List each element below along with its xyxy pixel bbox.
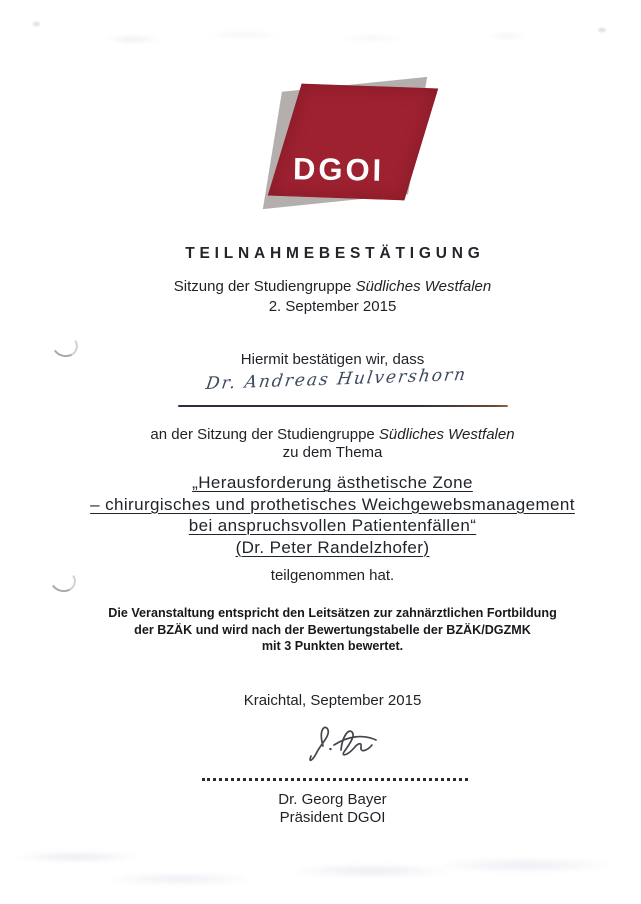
signature-scribble bbox=[303, 718, 379, 772]
signer-title: Präsident DGOI bbox=[279, 808, 386, 826]
participant-name-handwritten: Dr. Andreas Hulvershorn bbox=[204, 364, 469, 395]
scan-speck bbox=[33, 22, 40, 26]
dgoi-logo bbox=[262, 78, 482, 222]
attendance-info bbox=[24, 426, 641, 461]
attendance-line bbox=[24, 426, 641, 444]
lecture-theme bbox=[24, 472, 641, 558]
session-line bbox=[24, 277, 641, 297]
session-info bbox=[24, 277, 641, 317]
participation-line: teilgenommen hat. bbox=[270, 567, 395, 584]
certificate-title: TEILNAHMEBESTÄTIGUNG bbox=[185, 245, 485, 262]
signer-block bbox=[24, 791, 641, 826]
session-label: Sitzung der Studiengruppe bbox=[173, 278, 352, 295]
theme-line: „Herausforderung ästhetische Zone bbox=[192, 473, 473, 492]
signer-name: Dr. Georg Bayer bbox=[278, 791, 387, 808]
attendance-prefix: an der Sitzung der Studiengruppe bbox=[150, 426, 375, 443]
theme-line: – chirurgisches und prothetisches Weichgewebsmanagement bbox=[90, 494, 575, 514]
scan-speck bbox=[598, 28, 606, 32]
accreditation-line: der BZÄK und wird nach der Bewertungstabelle der BZÄK/DGZMK bbox=[134, 622, 531, 637]
theme-intro: zu dem Thema bbox=[282, 443, 383, 461]
attendance-group: Südliches Westfalen bbox=[378, 426, 515, 443]
participant-name-underline bbox=[178, 405, 508, 407]
accreditation-note bbox=[24, 605, 641, 655]
theme-line: bei anspruchsvollen Patientenfällen“ bbox=[188, 516, 477, 535]
theme-line: (Dr. Peter Randelzhofer) bbox=[235, 537, 430, 557]
signature-dotted-line bbox=[202, 778, 468, 781]
confirmation-line: Hiermit bestätigen wir, dass bbox=[240, 351, 425, 368]
dgoi-logo-text: DGOI bbox=[292, 151, 385, 188]
place-date: Kraichtal, September 2015 bbox=[243, 692, 422, 709]
scan-noise-bottom bbox=[0, 840, 641, 896]
scan-noise-top bbox=[75, 26, 555, 48]
accreditation-line: mit 3 Punkten bewertet. bbox=[261, 639, 404, 653]
accreditation-line: Die Veranstaltung entspricht den Leitsätzen zur zahnärztlichen Fortbildung bbox=[108, 606, 557, 620]
session-group: Südliches Westfalen bbox=[355, 278, 492, 295]
session-date: 2. September 2015 bbox=[268, 298, 397, 315]
